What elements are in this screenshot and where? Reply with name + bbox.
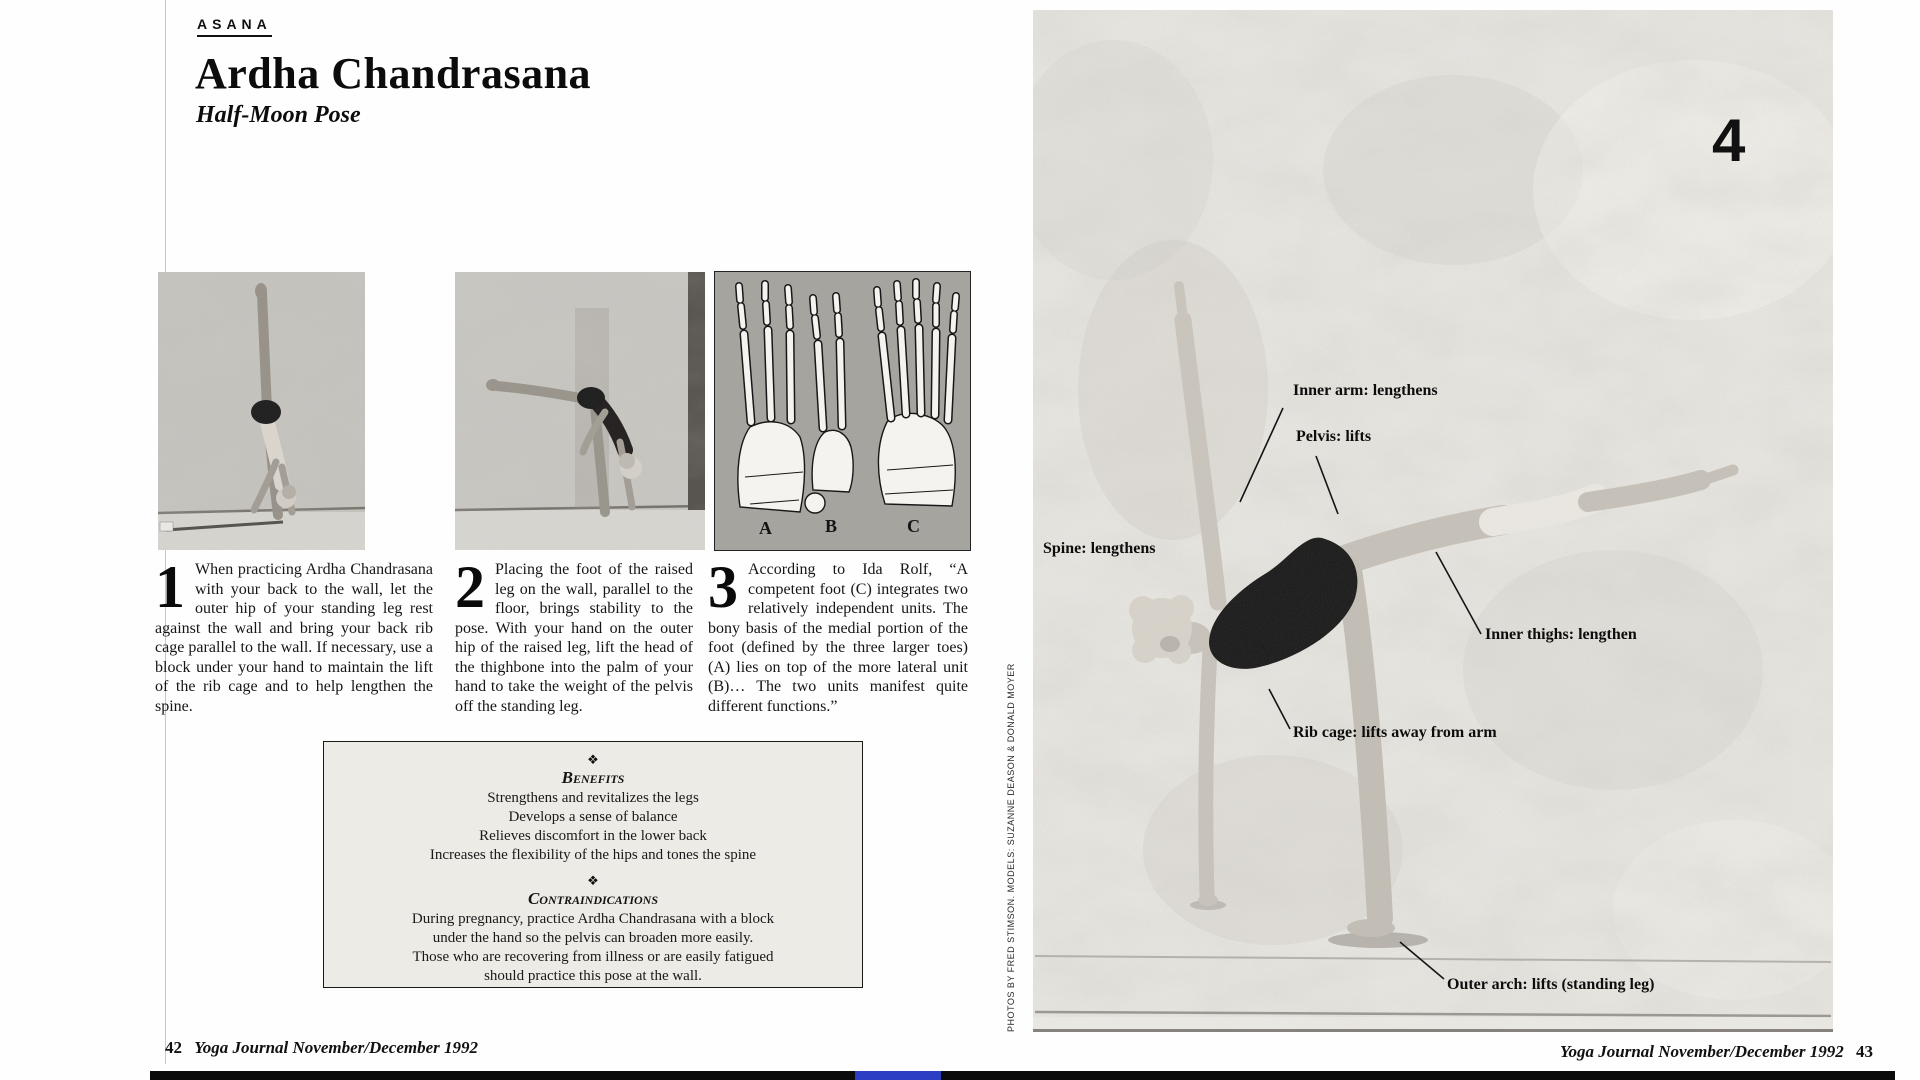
step-photo-1 bbox=[158, 272, 365, 550]
step-3-paragraph bbox=[708, 554, 968, 716]
photo-credit: PHOTOS BY FRED STIMSON. MODELS: SUZANNE DEASON & DONALD MOYER bbox=[1006, 663, 1016, 1032]
right-page-number: 43 bbox=[1856, 1042, 1874, 1061]
half-moon-wall-pose-photo bbox=[455, 272, 705, 550]
scan-edge-blue-segment bbox=[855, 1071, 941, 1080]
right-page-footer bbox=[1560, 1042, 1873, 1062]
benefit-line: Relieves discomfort in the lower back bbox=[479, 828, 707, 844]
step-2-number: 2 bbox=[455, 554, 485, 620]
contraindications-title: Contraindications bbox=[527, 889, 659, 908]
diagram-label-b: B bbox=[825, 516, 838, 536]
right-journal-line: Yoga Journal November/December 1992 bbox=[1560, 1042, 1844, 1061]
annotation-spine: Spine: lengthens bbox=[1043, 540, 1156, 557]
contraindication-line: Those who are recovering from illness or are easily fatigued bbox=[412, 949, 774, 965]
benefit-line: Increases the flexibility of the hips and tones the spine bbox=[429, 847, 757, 863]
step-1-number: 1 bbox=[155, 554, 185, 620]
diagram-label-c: C bbox=[907, 516, 920, 536]
annotation-rib-cage: Rib cage: lifts away from arm bbox=[1293, 724, 1497, 741]
benefits-title: Benefits bbox=[561, 768, 625, 787]
step-1-paragraph bbox=[155, 554, 433, 716]
contraindication-line: under the hand so the pelvis can broaden more easily. bbox=[432, 930, 754, 946]
left-page-footer bbox=[165, 1038, 478, 1058]
section-kicker: ASANA bbox=[197, 16, 272, 37]
foot-bones-diagram bbox=[715, 272, 970, 550]
contraindication-line: During pregnancy, practice Ardha Chandrasana with a block bbox=[411, 911, 775, 927]
scan-edge-bar bbox=[150, 1071, 1895, 1080]
contraindication-line: should practice this pose at the wall. bbox=[484, 968, 702, 984]
benefits-contraindications-box bbox=[323, 741, 863, 988]
left-journal-line: Yoga Journal November/December 1992 bbox=[194, 1038, 479, 1057]
step-2-paragraph bbox=[455, 554, 693, 716]
benefit-line: Develops a sense of balance bbox=[508, 809, 678, 825]
foot-bones-illustration bbox=[715, 272, 970, 550]
page-title: Ardha Chandrasana bbox=[195, 49, 592, 98]
step-photo-2 bbox=[455, 272, 705, 550]
wall-split-pose-photo bbox=[158, 272, 365, 550]
step-1-text: When practicing Ardha Chandrasana with your back to the wall, let the outer hip of your standing leg rest against the wall and bring your back rib cage parallel to the wall. If necessary, use a block under your hand to maintain the lift of the rib cage and to help lengthen the spine. bbox=[155, 561, 433, 715]
benefit-line: Strengthens and revitalizes the legs bbox=[487, 790, 699, 806]
step-3-number: 3 bbox=[708, 554, 738, 620]
diamond-icon: ❖ bbox=[587, 752, 599, 767]
step-3-text: According to Ida Rolf, “A competent foot (C) integrates two relatively independent units. The bony basis of the medial portion of the foot (defined by the three larger toes) (A) lies on top of the more lateral unit (B)… The two units manifest quite different functions.” bbox=[708, 561, 968, 715]
annotation-pelvis: Pelvis: lifts bbox=[1296, 428, 1372, 445]
page-subtitle: Half-Moon Pose bbox=[196, 102, 361, 128]
annotation-inner-thighs: Inner thighs: lengthen bbox=[1485, 626, 1637, 643]
figure-number: 4 bbox=[1712, 107, 1746, 174]
annotation-outer-arch: Outer arch: lifts (standing leg) bbox=[1447, 976, 1655, 993]
annotation-inner-arm: Inner arm: lengthens bbox=[1293, 382, 1438, 399]
left-page-number: 42 bbox=[165, 1038, 182, 1057]
step-2-text: Placing the foot of the raised leg on the wall, parallel to the floor, brings stability to the pose. With your hand on the outer hip of the raised leg, lift the head of the thighbone into the palm of your hand to take the weight of the pelvis off the standing leg. bbox=[455, 561, 693, 715]
diagram-label-a: A bbox=[759, 518, 772, 538]
diamond-icon: ❖ bbox=[587, 873, 599, 888]
